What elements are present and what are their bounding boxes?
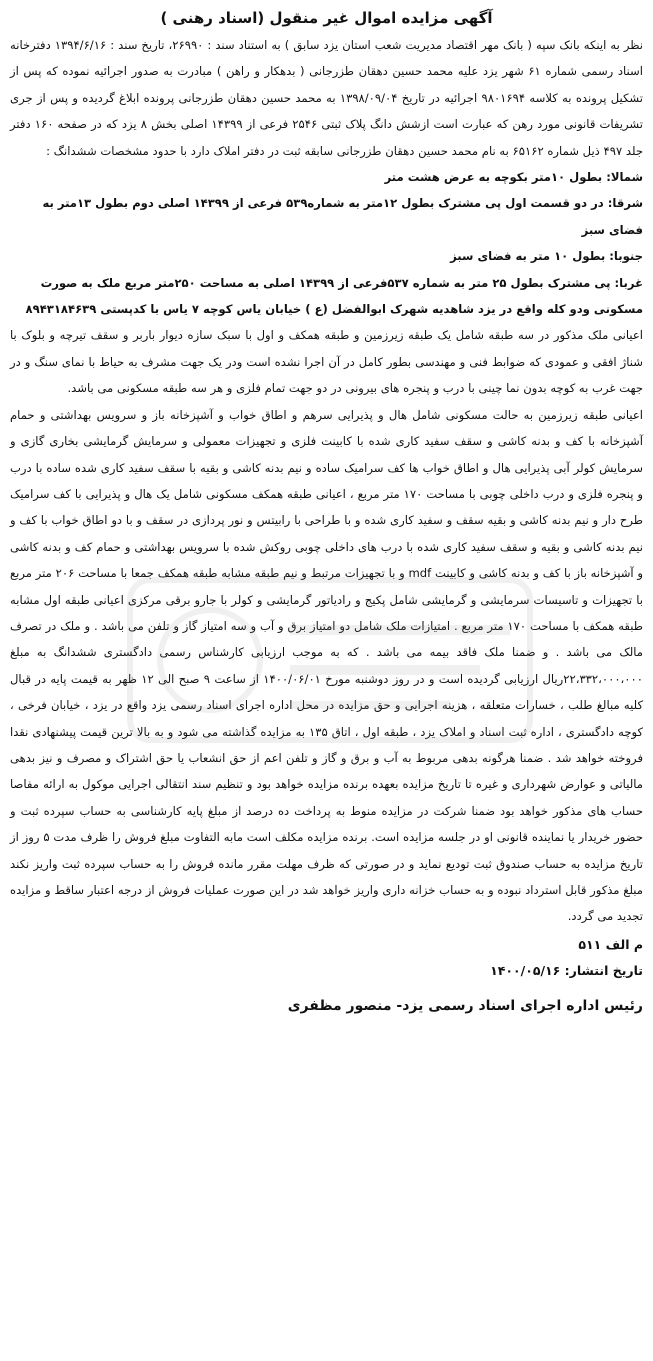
property-boundaries — [10, 164, 643, 322]
notice-title: آگهی مزایده اموال غیر منقول (اسناد رهنی ) — [160, 9, 493, 27]
auction-details: اعیانی طبقه زیرزمین به حالت مسکونی شامل هال و پذیرایی سرهم و اطاق خواب و آشپزخانه باز و سرویس بهداشتی و حمام آشپزخانه با کف و بدنه کاشی و سقف سفید کاری شده با کابینت فلزی و تجهیزات معمولی و سرمایش گرمایشی بخاری گازی و سرمایش کولر آبی پذیرایی هال و اطاق خواب ها کف سرامیک ساده و نیم بدنه کاشی و بقیه با سقف سفید کاری شده ساده با درب و پنجره فلزی و درب داخلی چوبی با مساحت ۱۷۰ متر مربع ، اعیانی طبقه همکف مسکونی شامل یک هال و پذیرایی با کف سرامیک طرح دار و نیم بدنه کاشی و بقیه سقف و سفید کاری شده و با طراحی با رابیتس و نور پردازی در سقف و با دو اطاق خواب با کف و نیم بدنه کاشی و بقیه و سقف سفید کاری شده با درب های داخلی چوبی روکش شده با سرویس بهداشتی و حمام کف و بدنه کاشی و آشپزخانه باز با کف و بدنه کاشی و کابینت mdf و با تجهیزات مرتبط و نیم طبقه مشابه طبقه همکف جمعا با مساحت ۲۰۶ متر مربع با تجهیزات و تاسیسات سرمایشی و گرمایشی شامل پکیج و رادیاتور گرمایشی و کولر با جارو برقی مرکزی اعیانی طبقه اول مشابه طبقه همکف با مساحت ۱۷۰ متر مربع . امتیازات ملک شامل دو امتیاز برق و آب و سه امتیاز گاز و تلفن می باشد . و ملک در تصرف مالک می باشد . و ضمنا ملک فاقد بیمه می باشد . که به موجب ارزیابی کارشناس رسمی دادگستری ششدانگ به مبلغ ۲۲،۳۳۲،۰۰۰،۰۰۰ریال ارزیابی گردیده است و در روز دوشنبه مورخ ۱۴۰۰/۰۶/۰۱ از ساعت ۹ صبح الی ۱۲ ظهر به قیمت پایه در قبال کلیه مبالغ طلب ، خسارات متعلقه ، هزینه اجرایی و حق مزایده در محل اداره اجرای اسناد رسمی یزد واقع در یزد ، خیابان فرخی ، کوچه دادگستری ، اداره ثبت اسناد و املاک یزد ، طبقه اول ، اتاق ۱۳۵ به مزایده گذاشته می شود و به بالا ترین قیمت پیشنهادی نقدا فروخته خواهد شد . ضمنا هرگونه بدهی مربوط به آب و برق و گاز و تلفن اعم از حق انشعاب یا حق اشتراک و مصرف و نیز بدهی مالیاتی و عوارض شهرداری و غیره تا تاریخ مزایده بعهده برنده مزایده خواهد بود و تنظیم سند انتقالی اجرایی موکول به ارائه مفاصا حساب های مذکور خواهد بود ضمنا شرکت در مزایده منوط به پرداخت ده درصد از مبلغ پایه کارشناسی به حساب سپرده ثبت و حضور خریدار یا نماینده قانونی او در جلسه مزایده است. برنده مزایده مکلف است مابه التفاوت مبلغ فروش را ظرف مدت ۵ روز از تاریخ مزایده به حساب صندوق ثبت تودیع نماید و در صورتی که ظرف مهلت مقرر مانده فروش را به حساب سپرده ثبت واریز نکند مبلغ مذکور قابل استرداد نبوده و به حساب خزانه داری واریز خواهد شد در این صورت عملیات فروش از درجه اعتبار ساقط و مزایده تجدید می گردد. — [10, 407, 643, 924]
signature-line: رئیس اداره اجرای اسناد رسمی یزد- منصور مظفری — [287, 997, 643, 1014]
boundary-north: شمالا: بطول ۱۰متر بکوچه به عرض هشت متر — [384, 170, 643, 185]
boundary-west: غربا: پی مشترک بطول ۲۵ متر به شماره ۵۳۷فرعی از ۱۴۳۹۹ اصلی به مساحت ۲۵۰متر مربع ملک به صورت مسکونی ودو کله واقع در یزد شاهدیه شهرک ابوالفضل (ع ) خیابان یاس کوچه ۷ یاس با کدپستی ۸۹۴۳۱۸۴۶۳۹ — [25, 275, 643, 317]
building-description: اعیانی ملک مذکور در سه طبقه شامل یک طبقه زیرزمین و طبقه همکف و اول با سبک سازه دیوار باربر و سقف تیرچه و بلوک با شناژ افقی و عمودی که ضوابط فنی و مهندسی بطور کامل در آن اجرا نشده است ودر یک جهت مشرف به حیاط با نمای سنگ و در جهت غرب به کوچه بدون نما چینی با درب و پنجره های بیرونی در دو جهت تمام فلزی و هر سه طبقه مسکونی می باشد. — [10, 328, 643, 396]
publication-date: تاریخ انتشار: ۱۴۰۰/۰۵/۱۶ — [490, 962, 643, 978]
auction-notice — [10, 6, 643, 1355]
reference-code: م الف ۵۱۱ — [578, 936, 643, 952]
intro-paragraph: نظر به اینکه بانک سپه ( بانک مهر اقتصاد مدیریت شعب استان یزد سابق ) به استناد سند : ۲۶۹۹۰، تاریخ سند : ۱۳۹۴/۶/۱۶ دفترخانه اسناد رسمی شماره ۶۱ شهر یزد علیه محمد حسین دهقان طزرجانی ( بدهکار و راهن ) مبادرت به صدور اجرائیه نموده که پس از تشکیل پرونده به کلاسه ۹۸۰۱۶۹۴ اجرائیه در تاریخ ۱۳۹۸/۰۹/۰۴ به محمد حسین دهقان طزرجانی پرونده ابلاغ گردیده و پس از جری تشریفات قانونی مورد رهن که عبارت است ازشش دانگ پلاک ثبتی ۲۵۴۶ فرعی از ۱۴۳۹۹ اصلی بخش ۸ یزد که در صفحه ۱۶۰ دفتر جلد ۴۹۷ ذیل شماره ۶۵۱۶۲ به نام محمد حسین دهقان طزرجانی سابقه ثبت در دفتر املاک دارد با حدود مشخصات ششدانگ : — [10, 38, 643, 158]
boundary-south: جنوبا: بطول ۱۰ متر به فضای سبز — [450, 249, 643, 264]
boundary-east: شرقا: در دو قسمت اول پی مشترک بطول ۱۲متر به شماره۵۳۹ فرعی از ۱۴۳۹۹ اصلی دوم بطول ۱۳متر به فضای سبز — [42, 196, 643, 237]
